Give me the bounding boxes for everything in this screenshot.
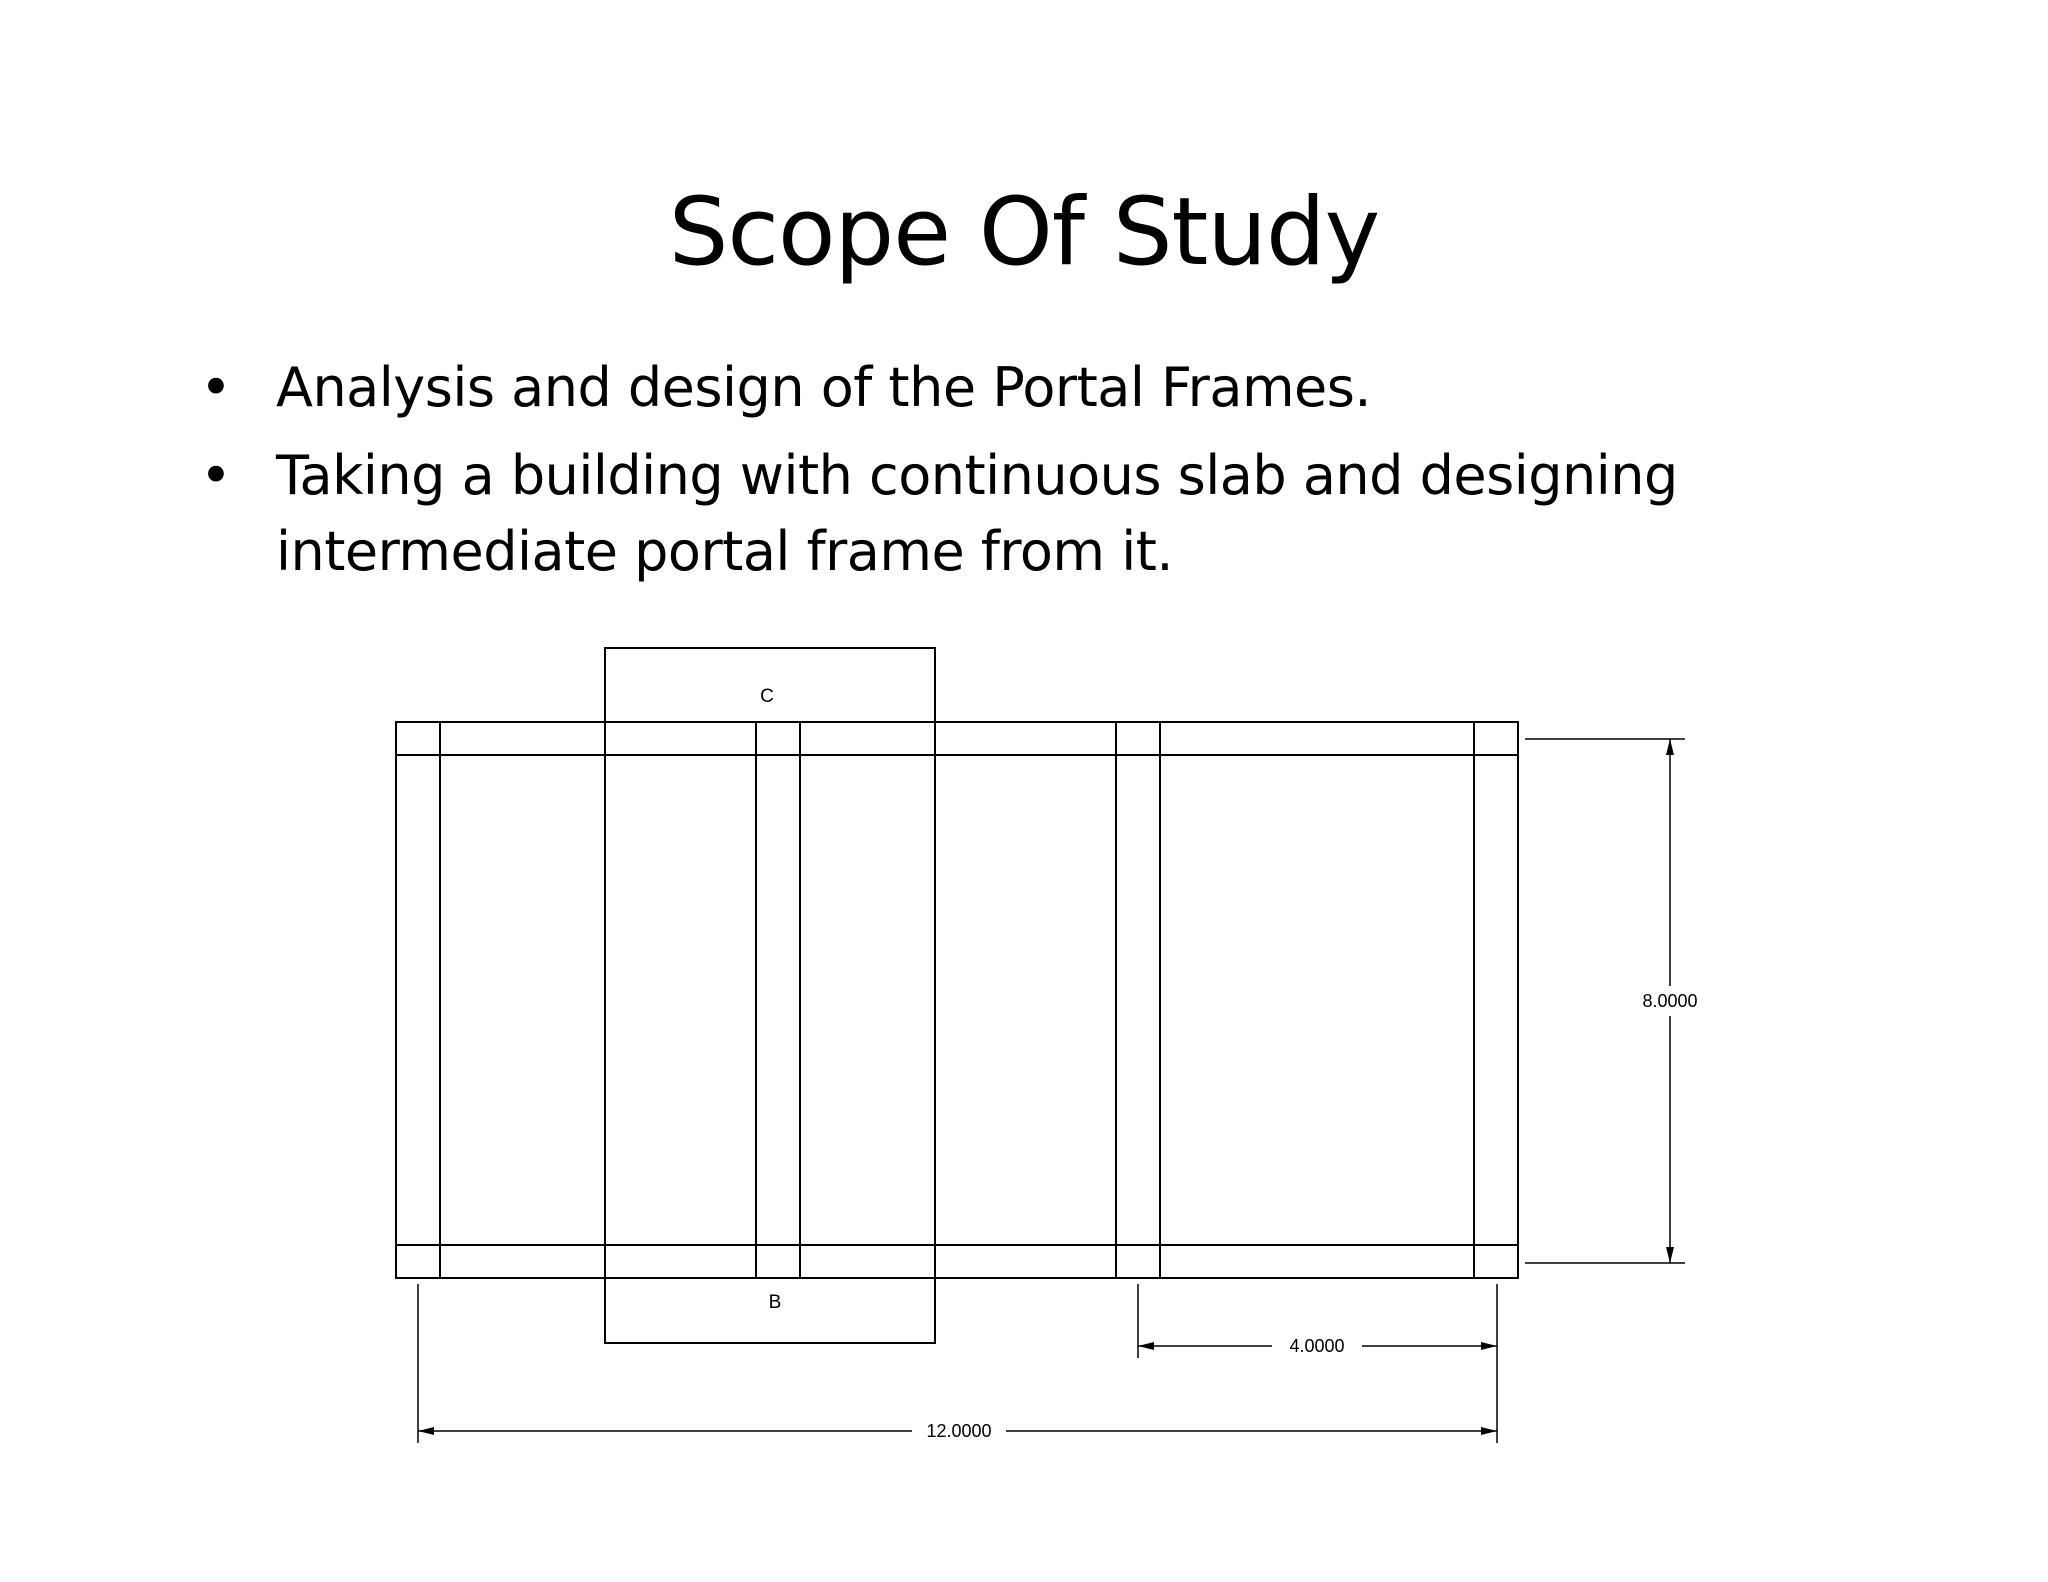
column-2 [756,722,800,1278]
frame-outline [396,722,1518,1278]
dim-bay-arrow-right [1481,1342,1497,1350]
section-label-top: C [760,686,774,707]
bullet-marker: • [200,356,232,419]
dim-bay-label: 4.0000 [1289,1336,1345,1356]
dim-total-arrow-right [1481,1427,1497,1435]
dim-total-arrow-left [418,1427,434,1435]
dim-total-label: 12.0000 [926,1421,992,1441]
dim-height-label: 8.0000 [1642,991,1698,1011]
column-3 [1116,722,1160,1278]
bullet-marker: • [200,444,232,507]
dim-height-arrow-bottom [1666,1247,1674,1263]
section-label-bottom: B [768,1292,782,1313]
section-box [605,648,935,1343]
slide-title: Scope Of Study [668,178,1380,287]
bullet-text: Taking a building with continuous slab and designing intermediate portal frame from it. [276,444,1678,583]
bullet-text: Analysis and design of the Portal Frames. [276,356,1372,419]
dim-bay-arrow-left [1138,1342,1154,1350]
dim-height-arrow-top [1666,739,1674,755]
